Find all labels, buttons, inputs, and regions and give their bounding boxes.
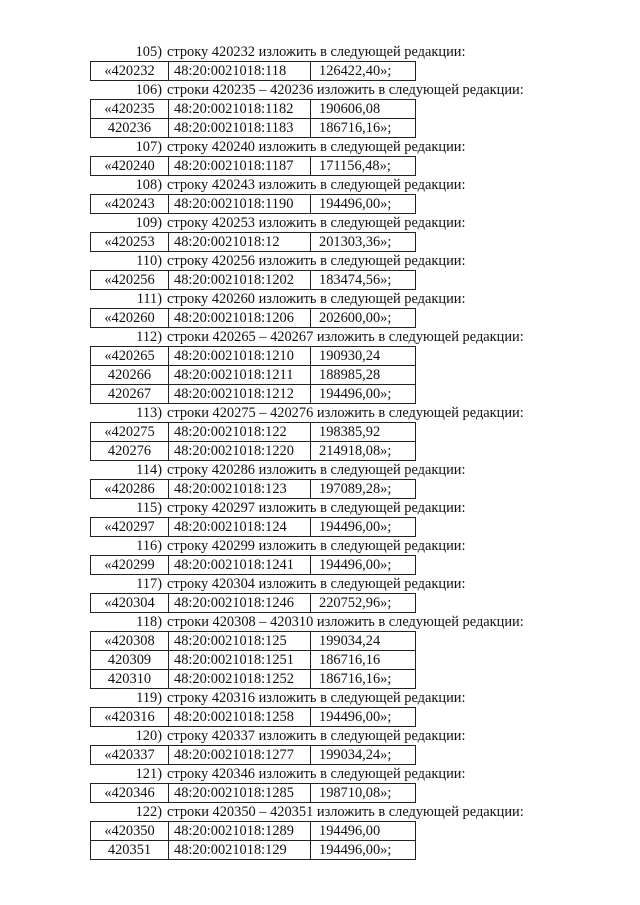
value-cell: 194496,00 [311,822,416,841]
amendment-instruction [0,252,640,270]
table-row [91,518,416,537]
cadastral-number-cell: 48:20:0021018:129 [169,841,311,860]
amendment-table [90,783,416,803]
amendment-instruction [0,81,640,99]
value-cell: 186716,16»; [311,119,416,138]
value-cell: 186716,16 [311,651,416,670]
value-cell: 194496,00»; [311,385,416,404]
cadastral-number-cell: 48:20:0021018:1241 [169,556,311,575]
instruction-text: строки 420308 – 420310 изложить в следующей редакции: [167,614,524,630]
cadastral-number-cell: 48:20:0021018:1289 [169,822,311,841]
amendment-instruction [0,537,640,555]
value-cell: 194496,00»; [311,556,416,575]
cadastral-number-cell: 48:20:0021018:1258 [169,708,311,727]
row-code-cell: «420286 [91,480,169,499]
cadastral-number-cell: 48:20:0021018:1190 [169,195,311,214]
amendment-instruction [0,461,640,479]
cadastral-number-cell: 48:20:0021018:1211 [169,366,311,385]
row-code-cell: «420235 [91,100,169,119]
table-row [91,309,416,328]
cadastral-number-cell: 48:20:0021018:1182 [169,100,311,119]
instruction-text: строку 420260 изложить в следующей редакции: [167,291,466,307]
amendment-table [90,422,416,461]
table-row [91,822,416,841]
value-cell: 188985,28 [311,366,416,385]
row-code-cell: 420236 [91,119,169,138]
instruction-text: строку 420316 изложить в следующей редакции: [167,690,466,706]
cadastral-number-cell: 48:20:0021018:1187 [169,157,311,176]
amendment-instruction [0,689,640,707]
row-code-cell: «420253 [91,233,169,252]
table-row [91,271,416,290]
cadastral-number-cell: 48:20:0021018:122 [169,423,311,442]
value-cell: 183474,56»; [311,271,416,290]
amendment-table [90,707,416,727]
amendment-table [90,156,416,176]
row-code-cell: 420266 [91,366,169,385]
table-row [91,784,416,803]
amendment-table [90,232,416,252]
value-cell: 201303,36»; [311,233,416,252]
row-code-cell: 420267 [91,385,169,404]
item-number: 106) [135,82,162,98]
amendment-table [90,517,416,537]
row-code-cell: «420275 [91,423,169,442]
cadastral-number-cell: 48:20:0021018:125 [169,632,311,651]
cadastral-number-cell: 48:20:0021018:124 [169,518,311,537]
instruction-text: строку 420232 изложить в следующей редакции: [167,44,466,60]
instruction-text: строку 420304 изложить в следующей редакции: [167,576,466,592]
row-code-cell: 420309 [91,651,169,670]
row-code-cell: «420256 [91,271,169,290]
table-row [91,841,416,860]
instruction-text: строку 420240 изложить в следующей редакции: [167,139,466,155]
table-row [91,100,416,119]
amendment-table [90,631,416,689]
item-number: 113) [136,405,162,421]
value-cell: 194496,00»; [311,841,416,860]
table-row [91,347,416,366]
table-row [91,233,416,252]
instruction-text: строку 420346 изложить в следующей редакции: [167,766,466,782]
cadastral-number-cell: 48:20:0021018:1252 [169,670,311,689]
cadastral-number-cell: 48:20:0021018:12 [169,233,311,252]
table-row [91,746,416,765]
row-code-cell: «420243 [91,195,169,214]
cadastral-number-cell: 48:20:0021018:118 [169,62,311,81]
table-row [91,366,416,385]
amendment-instruction [0,176,640,194]
row-code-cell: «420260 [91,309,169,328]
row-code-cell: «420232 [91,62,169,81]
value-cell: 197089,28»; [311,480,416,499]
value-cell: 214918,08»; [311,442,416,461]
amendment-table [90,346,416,404]
cadastral-number-cell: 48:20:0021018:1202 [169,271,311,290]
table-row [91,670,416,689]
amendment-table [90,61,416,81]
item-number: 118) [136,614,162,630]
value-cell: 186716,16»; [311,670,416,689]
amendment-table [90,99,416,138]
row-code-cell: «420350 [91,822,169,841]
amendment-instruction [0,727,640,745]
amendment-instruction [0,404,640,422]
table-row [91,385,416,404]
row-code-cell: «420316 [91,708,169,727]
item-number: 105) [135,44,162,60]
row-code-cell: «420297 [91,518,169,537]
amendment-table [90,308,416,328]
amendment-table [90,821,416,860]
amendment-instruction [0,43,640,61]
instruction-text: строки 420265 – 420267 изложить в следующей редакции: [167,329,524,345]
value-cell: 198385,92 [311,423,416,442]
item-number: 110) [136,253,162,269]
row-code-cell: 420276 [91,442,169,461]
instruction-text: строки 420235 – 420236 изложить в следующей редакции: [167,82,524,98]
amendment-table [90,194,416,214]
table-row [91,157,416,176]
item-number: 107) [135,139,162,155]
table-row [91,62,416,81]
item-number: 117) [136,576,162,592]
amendment-instruction [0,575,640,593]
value-cell: 190930,24 [311,347,416,366]
item-number: 111) [136,291,162,307]
instruction-text: строку 420337 изложить в следующей редакции: [167,728,466,744]
row-code-cell: 420351 [91,841,169,860]
amendment-instruction [0,803,640,821]
item-number: 108) [135,177,162,193]
table-row [91,708,416,727]
amendment-instruction [0,138,640,156]
row-code-cell: «420265 [91,347,169,366]
value-cell: 194496,00»; [311,518,416,537]
value-cell: 198710,08»; [311,784,416,803]
table-row [91,480,416,499]
amendment-table [90,593,416,613]
row-code-cell: «420240 [91,157,169,176]
item-number: 112) [136,329,162,345]
item-number: 114) [136,462,162,478]
row-code-cell: «420308 [91,632,169,651]
value-cell: 194496,00»; [311,195,416,214]
instruction-text: строки 420350 – 420351 изложить в следующей редакции: [167,804,524,820]
instruction-text: строку 420256 изложить в следующей редакции: [167,253,466,269]
cadastral-number-cell: 48:20:0021018:1183 [169,119,311,138]
row-code-cell: «420304 [91,594,169,613]
instruction-text: строку 420299 изложить в следующей редакции: [167,538,466,554]
value-cell: 194496,00»; [311,708,416,727]
cadastral-number-cell: 48:20:0021018:1206 [169,309,311,328]
table-row [91,632,416,651]
item-number: 116) [136,538,162,554]
table-row [91,442,416,461]
amendment-table [90,270,416,290]
table-row [91,594,416,613]
item-number: 115) [136,500,162,516]
cadastral-number-cell: 48:20:0021018:123 [169,480,311,499]
value-cell: 199034,24»; [311,746,416,765]
amendment-table [90,479,416,499]
item-number: 119) [136,690,162,706]
table-row [91,423,416,442]
cadastral-number-cell: 48:20:0021018:1220 [169,442,311,461]
item-number: 122) [135,804,162,820]
row-code-cell: «420346 [91,784,169,803]
item-number: 121) [135,766,162,782]
cadastral-number-cell: 48:20:0021018:1246 [169,594,311,613]
cadastral-number-cell: 48:20:0021018:1212 [169,385,311,404]
amendment-table [90,745,416,765]
value-cell: 190606,08 [311,100,416,119]
table-row [91,556,416,575]
instruction-text: строку 420286 изложить в следующей редакции: [167,462,466,478]
amendment-table [90,555,416,575]
cadastral-number-cell: 48:20:0021018:1251 [169,651,311,670]
instruction-text: строку 420243 изложить в следующей редакции: [167,177,466,193]
amendment-instruction [0,613,640,631]
instruction-text: строку 420253 изложить в следующей редакции: [167,215,466,231]
amendment-instruction [0,499,640,517]
row-code-cell: «420299 [91,556,169,575]
amendment-instruction [0,214,640,232]
value-cell: 202600,00»; [311,309,416,328]
item-number: 109) [135,215,162,231]
amendment-instruction [0,328,640,346]
value-cell: 126422,40»; [311,62,416,81]
row-code-cell: «420337 [91,746,169,765]
amendment-instruction [0,290,640,308]
item-number: 120) [135,728,162,744]
table-row [91,195,416,214]
table-row [91,651,416,670]
table-row [91,119,416,138]
value-cell: 220752,96»; [311,594,416,613]
document-body [0,43,640,860]
instruction-text: строки 420275 – 420276 изложить в следующей редакции: [167,405,524,421]
row-code-cell: 420310 [91,670,169,689]
instruction-text: строку 420297 изложить в следующей редакции: [167,500,466,516]
cadastral-number-cell: 48:20:0021018:1277 [169,746,311,765]
value-cell: 171156,48»; [311,157,416,176]
amendment-instruction [0,765,640,783]
cadastral-number-cell: 48:20:0021018:1285 [169,784,311,803]
cadastral-number-cell: 48:20:0021018:1210 [169,347,311,366]
value-cell: 199034,24 [311,632,416,651]
